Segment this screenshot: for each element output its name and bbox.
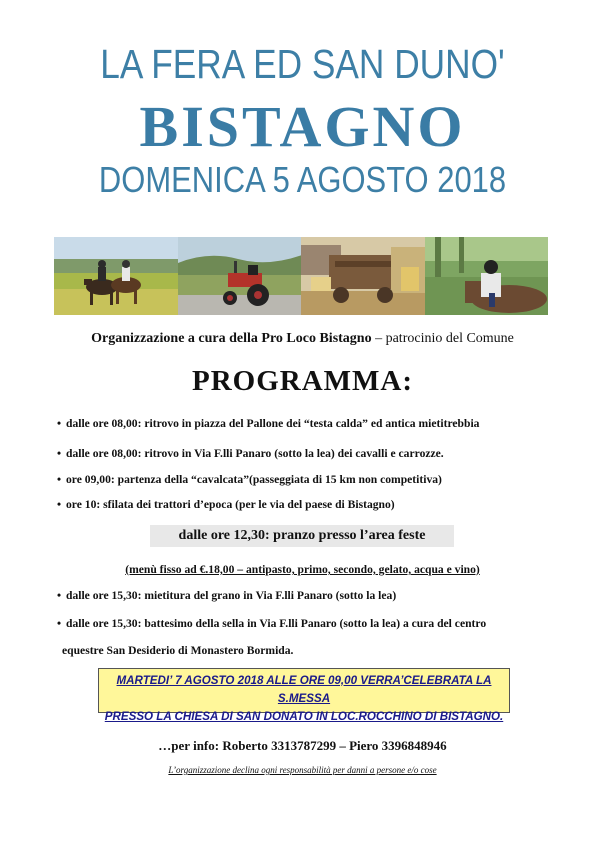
mass-notice-line1: MARTEDI’ 7 AGOSTO 2018 ALLE ORE 09,00 VERRA’CELEBRATA LA S.MESSA (116, 674, 492, 705)
bullet-icon: • (57, 617, 62, 630)
flyer-title-line1: LA FERA ED SAN DUNO' (100, 41, 505, 87)
menu-details: (menù fisso ad €.18,00 – antipasto, primo, secondo, gelato, acqua e vino) (125, 563, 480, 576)
program-heading: PROGRAMMA: (191, 365, 413, 397)
bullet-icon: • (57, 589, 62, 602)
program-item: • dalle ore 08,00: ritrovo in piazza del Pallone dei “testa calda” ed antica mietitrebbia (57, 417, 480, 430)
bullet-icon: • (57, 498, 62, 511)
lunch-highlight: dalle ore 12,30: pranzo presso l’area feste (150, 525, 454, 547)
contact-info: …per info: Roberto 3313787299 – Piero 3396848946 (158, 738, 447, 753)
organization-name: Organizzazione a cura della Pro Loco Bistagno (91, 331, 372, 346)
photo-vintage-tractor (178, 237, 302, 315)
photo-horse-riders (54, 237, 178, 315)
program-item: • ore 10: sfilata dei trattori d’epoca (per le via del paese di Bistagno) (57, 498, 395, 511)
mass-notice-box (98, 668, 510, 723)
photo-child-on-horse (425, 237, 549, 315)
bullet-icon: • (57, 473, 62, 486)
photo-strip (54, 237, 548, 315)
bullet-icon: • (57, 447, 62, 460)
program-item-continuation: equestre San Desiderio di Monastero Bormida. (62, 644, 294, 657)
flyer-title-town: BISTAGNO (139, 94, 466, 159)
program-item: • ore 09,00: partenza della “cavalcata”(passeggiata di 15 km non competitiva) (57, 473, 442, 486)
photo-threshing-machine (301, 237, 425, 315)
program-item: • dalle ore 15,30: battesimo della sella in Via F.lli Panaro (sotto la lea) a cura del centro (57, 617, 487, 630)
program-item: • dalle ore 08,00: ritrovo in Via F.lli Panaro (sotto la lea) dei cavalli e carrozze. (57, 447, 444, 460)
mass-notice-line2: PRESSO LA CHIESA DI SAN DONATO IN LOC.ROCCHINO DI BISTAGNO. (104, 710, 504, 723)
disclaimer: L’organizzazione declina ogni responsabilità per danni a persone e/o cose (168, 765, 437, 775)
organization-patronage: – patrocinio del Comune (371, 331, 514, 346)
organization-line (0, 331, 605, 347)
bullet-icon: • (57, 417, 62, 430)
flyer-title-date: DOMENICA 5 AGOSTO 2018 (98, 159, 507, 200)
program-item: • dalle ore 15,30: mietitura del grano in Via F.lli Panaro (sotto la lea) (57, 589, 397, 602)
